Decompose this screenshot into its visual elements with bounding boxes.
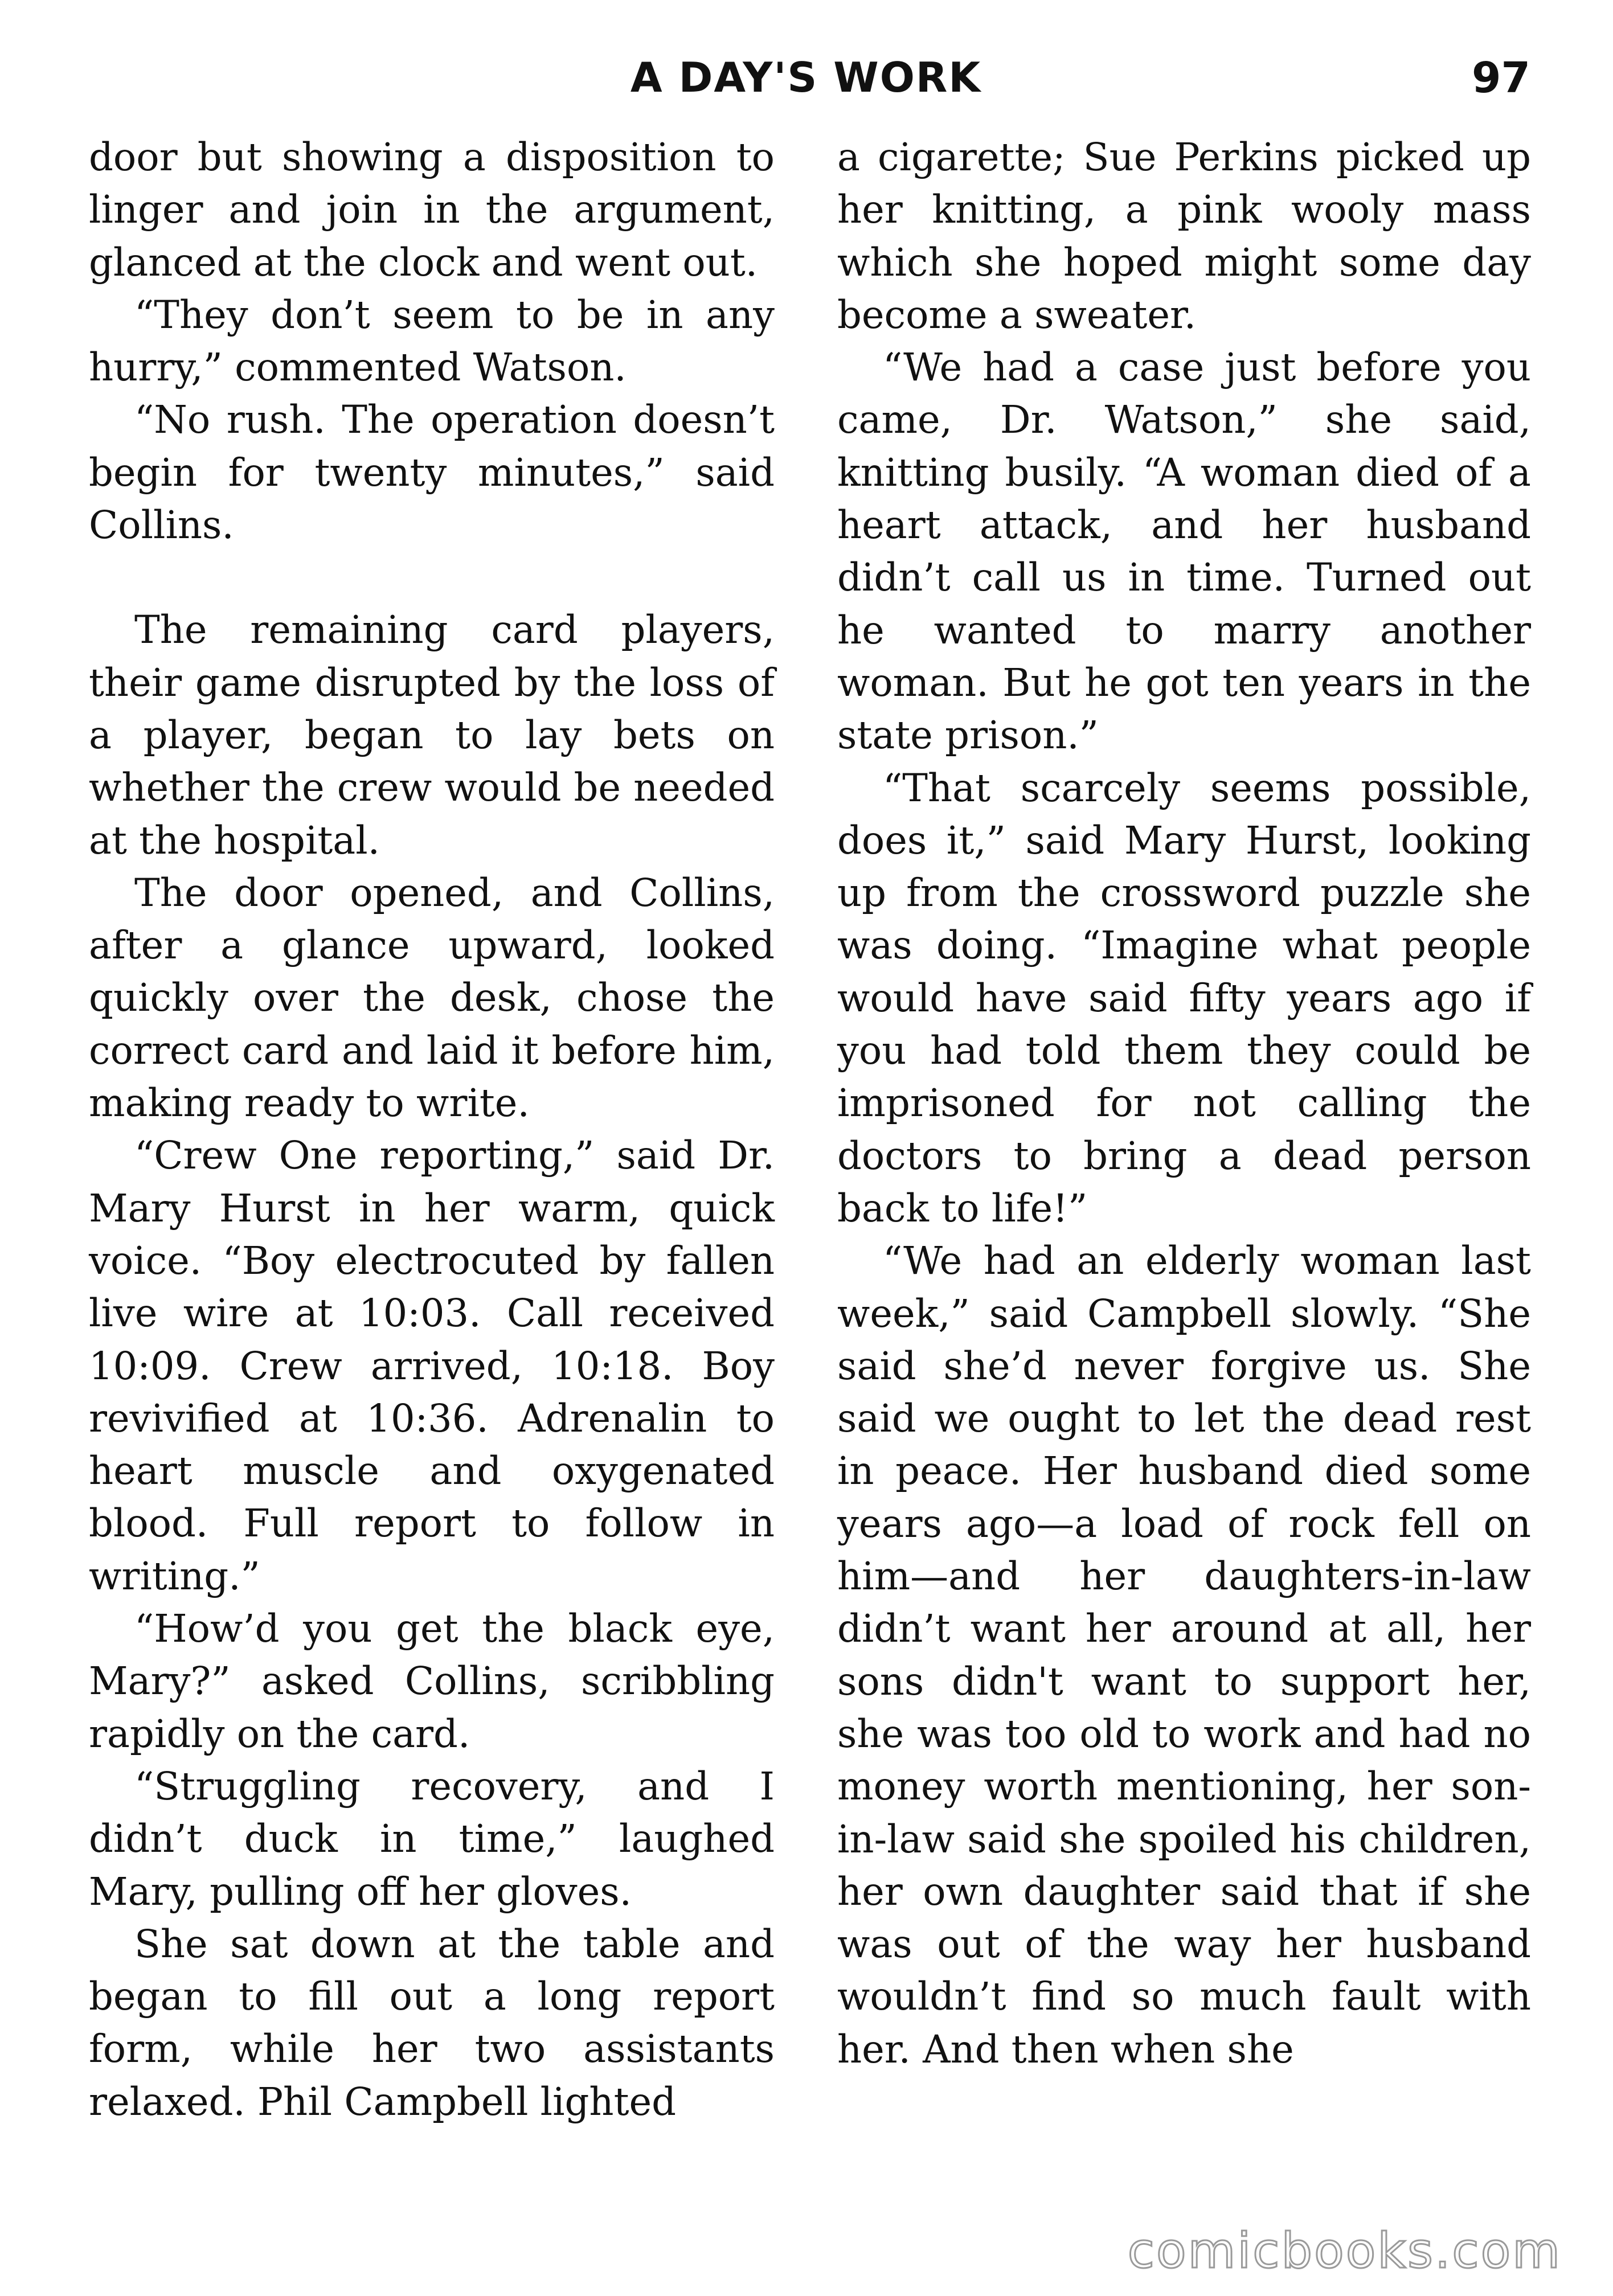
- paragraph: “How’d you get the black eye, Mary?” asked Collins, scribbling rapidly on the card.: [89, 1606, 775, 1756]
- paragraph: “Struggling recovery, and I didn’t duck in time,” laughed Mary, pulling off her gloves.: [89, 1764, 775, 1914]
- paragraph: “No rush. The operation doesn’t begin for twenty minutes,” said Collins.: [89, 397, 775, 548]
- paragraph: “That scarcely seems possible, does it,” said Mary Hurst, looking up from the crossword puzzle she was doing. “Imagine what people would have said fifty years ago if you had told them they could be imprisoned for not calling the doctors to bring a dead person back to life!”: [837, 765, 1531, 1231]
- paragraph: “We had a case just before you came, Dr. Watson,” she said, knitting busily. “A woman died of a heart attack, and her husband didn’t call us in time. Turned out he wanted to marry another woman. But he got ten years in the state prison.”: [837, 345, 1531, 758]
- paragraph: “They don’t seem to be in any hurry,” commented Watson.: [89, 292, 775, 390]
- running-title: A DAY'S WORK: [630, 54, 982, 101]
- paragraph: “Crew One reporting,” said Dr. Mary Hurst in her warm, quick voice. “Boy electrocuted by fallen live wire at 10:03. Call received 10:09. Crew arrived, 10:18. Boy revivified at 10:36. Adrenalin to heart muscle and oxygenated blood. Full report to follow in writing.”: [89, 1133, 775, 1598]
- paragraph: door but showing a disposition to linger and join in the argument, glanced at the clock and went out.: [89, 135, 775, 285]
- watermark: comicbooks.com: [1127, 2223, 1562, 2279]
- paragraph: “We had an elderly woman last week,” said Campbell slowly. “She said she’d never forgive us. She said we ought to let the dead rest in peace. Her husband died some years ago—a load of rock fell on him—and her daughters-in-law didn’t want her around at all, her sons didn't want to support her, she was too old to work and had no money worth mentioning, her son-in-law said she spoiled his children, her own daughter said that if she was out of the way her husband wouldn’t find so much fault with her. And then when she: [837, 1239, 1531, 2072]
- left-text-column: [89, 131, 775, 2128]
- paragraph: a cigarette; Sue Perkins picked up her knitting, a pink wooly mass which she hoped might some day become a sweater.: [837, 135, 1531, 337]
- paragraph: She sat down at the table and began to fill out a long report form, while her two assistants relaxed. Phil Campbell lighted: [89, 1921, 775, 2124]
- right-text-column: [837, 131, 1531, 2076]
- page-number: 97: [1472, 54, 1530, 102]
- paragraph: The door opened, and Collins, after a glance upward, looked quickly over the desk, chose the correct card and laid it before him, making ready to write.: [89, 870, 775, 1126]
- paragraph: The remaining card players, their game disrupted by the loss of a player, began to lay bets on whether the crew would be needed at the hospital.: [89, 608, 775, 863]
